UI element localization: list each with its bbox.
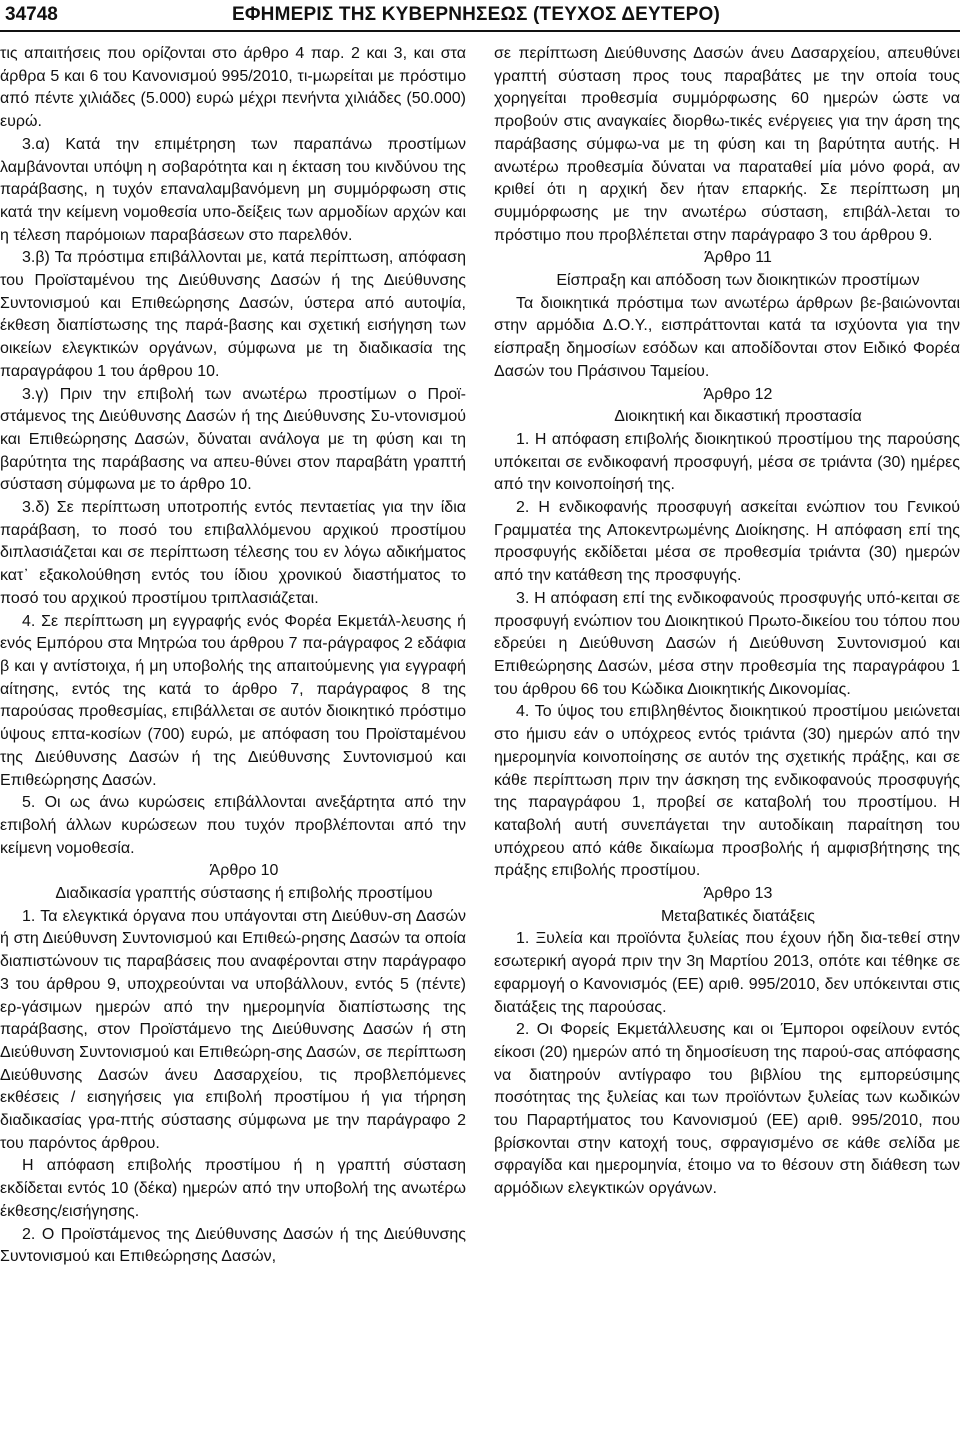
article-13-paragraph-2: 2. Οι Φορείς Εκμετάλλευσης και οι Έμποροι οφείλουν εντός είκοσι (20) ημερών από τη δημοσίευση της παρού-σας απόφασης να διατηρούν αντίγραφο του βιβλίου της εμπορεύσιμης ποσότητας της ξυλείας και των προϊόντων ξυλείας των κωδικών του Παραρτήματος του Κανονισμού (ΕΕ) αριθ. 995/2010, που βρίσκονται στην κατοχή τους, σφραγισμένο σε κάθε σελίδα με σφραγίδα και ημερομηνία, έτοιμο να το θέσουν στη διάθεση των αρμόδιων ελεγκτικών οργάνων. [494,1021,960,1198]
article-11-heading: Άρθρο 11 [704,249,772,267]
article-13-title: Μεταβατικές διατάξεις [660,907,816,925]
article-12-paragraph-4: 4. Το ύψος του επιβληθέντος διοικητικού προστίμου μειώνεται στο ήμισυ εάν ο υπόχρεος εντός τριάντα (30) ημερών από την ημερομηνία κοινοποίησης σε αυτόν της σχετικής πράξης, και σε κάθε περίπτωση πριν την άσκηση της ενδικοφανούς προσφυγής της παραγράφου 1, προβεί σε καταβολή του προστίμου. Η καταβολή αυτή συνεπάγεται την αυτοδίκαιη παραίτηση του υπόχρεου από κάθε δικαίωμα προσβολής ή αμφισβήτησης της πράξης επιβολής προστίμου. [494,703,960,880]
left-column [0,43,466,1427]
article-10-paragraph-1b: Η απόφαση επιβολής προστίμου ή η γραπτή σύσταση εκδίδεται εντός 10 (δέκα) ημερών από την υποβολή της ανωτέρω έκθεσης/εισήγησης. [0,1157,466,1220]
paragraph-3d: 3.δ) Σε περίπτωση υποτροπής εντός πενταετίας για την ίδια παράβαση, το ποσό του επιβαλλόμενου αρχικού προστίμου διπλασιάζεται και σε περίπτωση τέλεσης του εν λόγω αδικήματος κατ᾽ εξακολούθηση εντός του ίδιου χρονικού διαστήματος το ποσό του αρχικού προστίμου τριπλασιάζεται. [0,499,466,607]
article-12-paragraph-3: 3. Η απόφαση επί της ενδικοφανούς προσφυγής υπό-κειται σε προσφυγή ενώπιον του Διοικητικού Πρωτο-δικείου του τόπου που εδρεύει η Διεύθυνση Δασών ή Διεύθυνση Συντονισμού και Επιθεώρησης Δασών, μέσα στην προθεσμία της παραγράφου 1 του άρθρου 66 του Κώδικα Διοικητικής Δικονομίας. [494,589,960,698]
paragraph-continuation-right: σε περίπτωση Διεύθυνσης Δασών άνευ Δασαρχείου, απευθύνει γραπτή σύσταση προς τους παραβάτες με την οποία τους χορηγείται προθεσμία συμμόρφωσης 60 ημερών ώστε να προβούν στις αναγκαίες διορθω-τικές ενέργειες για την άρση της παράβασης σύμφω-να με τη φύση και τη βαρύτητα αυτής. Η ανωτέρω προθεσμία δύναται να παραταθεί μία μόνο φορά, αν κριθεί ότι η αρχική δεν ήταν επαρκής. Σε περίπτωση μη συμμόρφωσης με την ανωτέρω σύσταση, επιβάλ-λεται το πρόστιμο που προβλέπεται στην παράγραφο 3 του άρθρου 9. [494,45,960,244]
paragraph-3c: 3.γ) Πριν την επιβολή των ανωτέρω προστίμων ο Προϊ-στάμενος της Διεύθυνσης Δασών ή της Διεύθυνσης Συ-ντονισμού και Επιθεώρησης Δασών, δύναται ανάλογα με τη φύση και τη βαρύτητα της παράβασης να απευ-θύνει στον παραβάτη γραπτή σύσταση σύμφωνα με το άρθρο 10. [0,385,466,494]
article-11-title: Είσπραξη και απόδοση των διοικητικών προστίμων [556,272,920,290]
header-rule [0,30,960,32]
paragraph-continuation: τις απαιτήσεις που ορίζονται στο άρθρο 4 παρ. 2 και 3, και στα άρθρα 5 και 6 του Κανονισμού 995/2010, τι-μωρείται με πρόστιμο από πέντε χιλιάδες (5.000) ευρώ μέχρι πενήντα χιλιάδες (50.000) ευρώ. [0,45,466,131]
right-column [494,43,960,1427]
page-number: 34748 [5,4,58,25]
article-13-heading: Άρθρο 13 [703,885,773,903]
article-13-paragraph-1: 1. Ξυλεία και προϊόντα ξυλείας που έχουν ήδη δια-τεθεί στην εσωτερική αγορά πριν την 3η Μαρτίου 2013, οπότε και τέθηκε σε εφαρμογή ο Κανονισμός (ΕΕ) αριθ. 995/2010, δεν υπόκεινται στις διατάξεις της παρούσας. [494,930,960,1016]
article-10-paragraph-1: 1. Τα ελεγκτικά όργανα που υπάγονται στη Διεύθυν-ση Δασών ή στη Διεύθυνση Συντονισμού και Επιθεώ-ρησης Δασών τα οποία διαπιστώνουν τις παραβάσεις που αναφέρονται στην παράγραφο 3 του άρθρου 9, υποχρεούνται να υποβάλλουν, εντός 5 (πέντε) ερ-γάσιμων ημερών από την ημερομηνία διαπίστωσης της παράβασης, στον Προϊστάμενο της Διεύθυνσης Δασών ή στη Διεύθυνση Συντονισμού και Επιθεώρη-σης Δασών, σε περίπτωση Διεύθυνσης Δασών άνευ Δασαρχείου, τις προβλεπόμενες εκθέσεις / εισηγήσεις για επιβολή προστίμου ή για τήρηση διαδικασίας γρα-πτής σύστασης σύμφωνα με την παράγραφο 2 του παρόντος άρθρου. [0,907,466,1152]
article-10-title: Διαδικασία γραπτής σύστασης ή επιβολής προστίμου [55,885,433,903]
article-12-heading: Άρθρο 12 [703,385,773,403]
article-11-paragraph: Τα διοικητικά πρόστιμα των ανωτέρω άρθρων βε-βαιώνονται στην αρμόδια Δ.Ο.Υ., εισπράττονται κατά τα ισχύοντα για την είσπραξη δημοσίων εσόδων και αποδίδονται στον Ειδικό Φορέα Δασών του Πράσινου Ταμείου. [494,294,960,380]
paragraph-3b: 3.β) Τα πρόστιμα επιβάλλονται με, κατά περίπτωση, απόφαση του Προϊσταμένου της Διεύθυνσης Δασών ή της Διεύθυνσης Συντονισμού και Επιθεώρησης Δασών, ύστερα από αυτοψία, έκθεση διαπίστωσης της παρά-βασης και σχετική εισήγηση των οικείων ελεγκτικών οργάνων, σύμφωνα με τη διαδικασία της παραγράφου 1 του άρθρου 10. [0,249,466,380]
article-12-paragraph-2: 2. Η ενδικοφανής προσφυγή ασκείται ενώπιον του Γενικού Γραμματέα της Αποκεντρωμένης Διοίκησης. Η απόφαση επί της προσφυγής εκδίδεται μέσα σε προθεσμία τριάντα (30) ημερών από την κατάθεση της προσφυγής. [494,499,960,585]
page-header [0,0,960,38]
article-12-paragraph-1: 1. Η απόφαση επιβολής διοικητικού προστίμου της παρούσης υπόκειται σε ενδικοφανή προσφυγή, μέσα σε τριάντα (30) ημέρες από την κοινοποίησή της. [494,430,960,494]
article-10-paragraph-2: 2. Ο Προϊστάμενος της Διεύθυνσης Δασών ή της Διεύθυνσης Συντονισμού και Επιθεώρησης Δασών, [0,1225,466,1266]
journal-title: ΕΦΗΜΕΡΙΣ ΤΗΣ ΚΥΒΕΡΝΗΣΕΩΣ (ΤΕΥΧΟΣ ΔΕΥΤΕΡΟ) [232,4,720,25]
paragraph-5: 5. Οι ως άνω κυρώσεις επιβάλλονται ανεξάρτητα από την επιβολή άλλων κυρώσεων που τυχόν προβλέπονται από την κείμενη νομοθεσία. [0,794,466,857]
paragraph-3a: 3.α) Κατά την επιμέτρηση των παραπάνω προστίμων λαμβάνονται υπόψη η σοβαρότητα και η έκταση του κινδύνου της παράβασης, η τυχόν επαναλαμβανόμενη μη συμμόρφωση στις κατά την κείμενη νομοθεσία υπο-δείξεις των αρμοδίων αρχών και η τέλεση παρόμοιων παραβάσεων στο παρελθόν. [0,135,466,244]
article-10-heading: Άρθρο 10 [209,862,279,880]
paragraph-4: 4. Σε περίπτωση μη εγγραφής ενός Φορέα Εκμετάλ-λευσης ή ενός Εμπόρου στα Μητρώα του άρθρου 7 πα-ράγραφος 2 εδάφια β και γ αντίστοιχα, ή μη υποβολής της απαιτούμενης για εγγραφή αίτησης, εντός της κατά το άρθρο 7, παράγραφος 8 της παρούσας προθεσμίας, επιβάλλεται σε αυτόν διοικητικό πρόστιμο ύψους επτα-κοσίων (700) ευρώ, με απόφαση του Προϊσταμένου της Διεύθυνσης Δασών ή της Διεύθυνσης Συντονισμού και Επιθεώρησης Δασών. [0,612,466,789]
article-12-title: Διοικητική και δικαστική προστασία [614,408,862,426]
